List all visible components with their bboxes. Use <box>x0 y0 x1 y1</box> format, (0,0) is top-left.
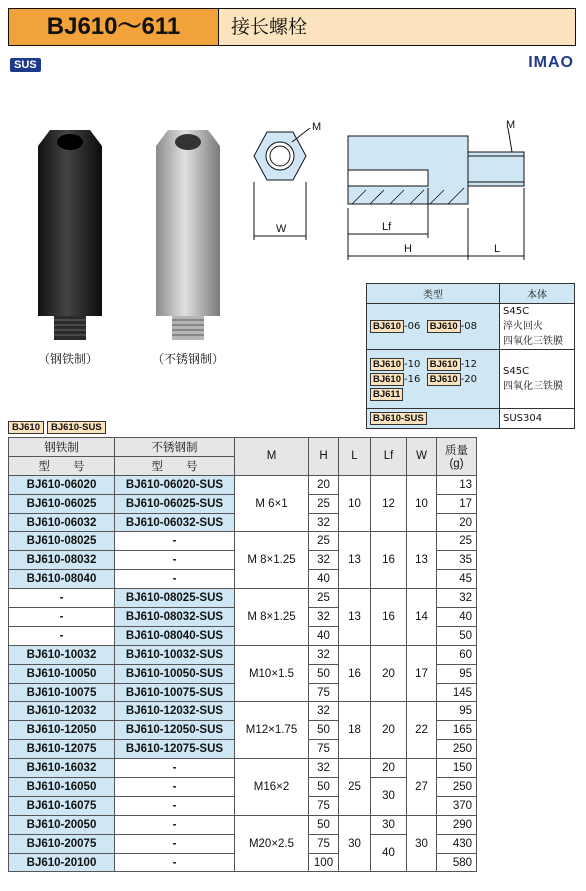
table-row <box>9 532 477 551</box>
mass-value: 32 <box>437 589 477 608</box>
steel-part-number: BJ610-06020 <box>9 475 115 494</box>
stainless-part-number: BJ610-06020-SUS <box>115 475 235 494</box>
mass-value: 95 <box>437 664 477 683</box>
steel-part-number: BJ610-20075 <box>9 834 115 853</box>
Lf-value: 30 <box>371 778 407 816</box>
L-value: 13 <box>339 532 371 589</box>
H-value: 25 <box>309 494 339 513</box>
mass-value: 95 <box>437 702 477 721</box>
steel-header: 钢铁制 <box>9 438 115 457</box>
sus-badge: SUS <box>10 58 41 72</box>
H-value: 32 <box>309 645 339 664</box>
H-value: 25 <box>309 589 339 608</box>
mass-value: 13 <box>437 475 477 494</box>
W-value: 14 <box>407 589 437 646</box>
H-value: 50 <box>309 815 339 834</box>
steel-part-number: BJ610-16050 <box>9 778 115 797</box>
type-chip: BJ610 <box>370 358 404 371</box>
type-chip: BJ611 <box>370 388 403 401</box>
dim-M-top: M <box>312 121 322 133</box>
H-value: 32 <box>309 551 339 570</box>
H-value: 75 <box>309 683 339 702</box>
tab-bj610-sus: BJ610-SUS <box>47 421 106 434</box>
H-value: 40 <box>309 570 339 589</box>
stainless-bolt-image <box>148 128 228 343</box>
thread-size: M16×2 <box>235 759 309 816</box>
L-header: L <box>339 438 371 476</box>
body-header: 本体 <box>500 284 575 304</box>
steel-part-number: BJ610-12050 <box>9 721 115 740</box>
steel-part-number: - <box>9 626 115 645</box>
H-value: 75 <box>309 740 339 759</box>
L-value: 30 <box>339 815 371 872</box>
mass-value: 165 <box>437 721 477 740</box>
stainless-part-number: BJ610-10032-SUS <box>115 645 235 664</box>
type-suffix: -20 <box>460 373 478 385</box>
H-header: H <box>309 438 339 476</box>
type-chip: BJ610 <box>427 320 461 333</box>
table-row <box>9 702 477 721</box>
H-value: 50 <box>309 721 339 740</box>
type-chip: BJ610 <box>427 373 461 386</box>
steel-part-number: BJ610-12075 <box>9 740 115 759</box>
mass-value: 17 <box>437 494 477 513</box>
stainless-part-number: - <box>115 759 235 778</box>
stainless-part-number: BJ610-12075-SUS <box>115 740 235 759</box>
stainless-caption: （不锈钢制） <box>152 352 225 366</box>
mass-value: 430 <box>437 834 477 853</box>
H-value: 25 <box>309 532 339 551</box>
steel-caption: （钢铁制） <box>38 352 99 366</box>
mass-value: 45 <box>437 570 477 589</box>
thread-size: M 8×1.25 <box>235 589 309 646</box>
material: SUS304 <box>500 409 575 429</box>
W-value: 27 <box>407 759 437 816</box>
dimension-drawing <box>240 118 540 268</box>
thread-size: M12×1.75 <box>235 702 309 759</box>
stainless-part-number: BJ610-08040-SUS <box>115 626 235 645</box>
treatment: 淬火回火 <box>503 321 543 332</box>
steel-part-number: BJ610-08025 <box>9 532 115 551</box>
product-name: 接长螺栓 <box>219 9 575 45</box>
stainless-part-number: BJ610-08032-SUS <box>115 608 235 627</box>
mass-unit: (g) <box>449 458 464 471</box>
steel-part-number: BJ610-08040 <box>9 570 115 589</box>
M-header: M <box>235 438 309 476</box>
product-code: BJ610～611 <box>9 9 219 45</box>
steel-part-number: BJ610-20100 <box>9 853 115 872</box>
material: S45C <box>503 366 530 377</box>
steel-part-number: BJ610-08032 <box>9 551 115 570</box>
mass-value: 40 <box>437 608 477 627</box>
L-value: 10 <box>339 475 371 532</box>
type-chip: BJ610 <box>427 358 461 371</box>
thread-size: M 8×1.25 <box>235 532 309 589</box>
stainless-part-number: - <box>115 815 235 834</box>
steel-part-number: BJ610-16032 <box>9 759 115 778</box>
type-suffix: -16 <box>404 373 421 385</box>
W-value: 10 <box>407 475 437 532</box>
steel-part-number: - <box>9 608 115 627</box>
stainless-part-number: BJ610-06032-SUS <box>115 513 235 532</box>
steel-bolt-image <box>30 128 110 343</box>
H-value: 100 <box>309 853 339 872</box>
mass-value: 145 <box>437 683 477 702</box>
mass-value: 250 <box>437 740 477 759</box>
Lf-value: 20 <box>371 645 407 702</box>
H-value: 32 <box>309 759 339 778</box>
steel-part-number: BJ610-20050 <box>9 815 115 834</box>
mass-value: 370 <box>437 796 477 815</box>
mass-value: 25 <box>437 532 477 551</box>
steel-part-number: BJ610-06032 <box>9 513 115 532</box>
mass-value: 250 <box>437 778 477 797</box>
dim-H: H <box>404 243 412 255</box>
H-value: 75 <box>309 796 339 815</box>
L-value: 16 <box>339 645 371 702</box>
dim-M-side: M <box>506 119 516 131</box>
dim-W: W <box>276 223 287 235</box>
L-value: 18 <box>339 702 371 759</box>
type-chip: BJ610 <box>370 320 404 333</box>
title-bar <box>8 8 576 46</box>
stainless-part-number: BJ610-12050-SUS <box>115 721 235 740</box>
table-row <box>9 589 477 608</box>
tab-bj610: BJ610 <box>8 421 44 434</box>
steel-part-number: BJ610-16075 <box>9 796 115 815</box>
material: S45C <box>503 306 530 317</box>
type-table <box>366 283 575 429</box>
mass-label: 质量 <box>445 445 468 458</box>
stainless-part-number: - <box>115 853 235 872</box>
steel-part-number: BJ610-12032 <box>9 702 115 721</box>
mass-value: 35 <box>437 551 477 570</box>
Lf-value: 20 <box>371 702 407 759</box>
series-tabs <box>8 421 106 434</box>
Lf-value: 20 <box>371 759 407 778</box>
steel-model-header: 型 号 <box>9 456 115 475</box>
stainless-part-number: - <box>115 834 235 853</box>
H-value: 50 <box>309 664 339 683</box>
finish: 四氧化三铁膜 <box>503 336 563 347</box>
table-row <box>9 645 477 664</box>
table-row <box>9 759 477 778</box>
spec-table <box>8 437 477 872</box>
H-value: 20 <box>309 475 339 494</box>
table-row <box>9 815 477 834</box>
mass-value: 290 <box>437 815 477 834</box>
stainless-part-number: - <box>115 778 235 797</box>
type-suffix: -12 <box>460 358 478 370</box>
steel-part-number: BJ610-10032 <box>9 645 115 664</box>
H-value: 75 <box>309 834 339 853</box>
dim-L: L <box>494 243 501 255</box>
type-chip: BJ610 <box>370 373 404 386</box>
Lf-value: 30 <box>371 815 407 834</box>
dim-Lf: Lf <box>382 221 392 233</box>
H-value: 32 <box>309 702 339 721</box>
table-row <box>9 475 477 494</box>
stainless-part-number: - <box>115 551 235 570</box>
stainless-part-number: - <box>115 570 235 589</box>
thread-size: M10×1.5 <box>235 645 309 702</box>
thread-size: M 6×1 <box>235 475 309 532</box>
mass-value: 150 <box>437 759 477 778</box>
Lf-value: 16 <box>371 589 407 646</box>
W-value: 22 <box>407 702 437 759</box>
L-value: 25 <box>339 759 371 816</box>
H-value: 40 <box>309 626 339 645</box>
stainless-part-number: - <box>115 532 235 551</box>
Lf-header: Lf <box>371 438 407 476</box>
mass-value: 60 <box>437 645 477 664</box>
stainless-header: 不锈钢制 <box>115 438 235 457</box>
stainless-part-number: BJ610-10075-SUS <box>115 683 235 702</box>
steel-part-number: BJ610-10075 <box>9 683 115 702</box>
H-value: 32 <box>309 513 339 532</box>
steel-part-number: BJ610-06025 <box>9 494 115 513</box>
stainless-part-number: BJ610-08025-SUS <box>115 589 235 608</box>
type-suffix: -06 <box>404 321 421 332</box>
steel-part-number: - <box>9 589 115 608</box>
type-chip: BJ610-SUS <box>370 412 427 425</box>
Lf-value: 40 <box>371 834 407 872</box>
mass-header <box>437 438 477 476</box>
type-suffix: -10 <box>404 358 421 370</box>
finish: 四氧化三铁膜 <box>503 381 563 392</box>
L-value: 13 <box>339 589 371 646</box>
thread-size: M20×2.5 <box>235 815 309 872</box>
stainless-part-number: - <box>115 796 235 815</box>
W-header: W <box>407 438 437 476</box>
imao-logo: IMAO <box>528 54 574 71</box>
W-value: 17 <box>407 645 437 702</box>
steel-part-number: BJ610-10050 <box>9 664 115 683</box>
stainless-part-number: BJ610-10050-SUS <box>115 664 235 683</box>
type-header: 类型 <box>367 284 500 304</box>
mass-value: 580 <box>437 853 477 872</box>
stainless-part-number: BJ610-12032-SUS <box>115 702 235 721</box>
H-value: 50 <box>309 778 339 797</box>
W-value: 30 <box>407 815 437 872</box>
stainless-model-header: 型 号 <box>115 456 235 475</box>
mass-value: 50 <box>437 626 477 645</box>
stainless-part-number: BJ610-06025-SUS <box>115 494 235 513</box>
Lf-value: 12 <box>371 475 407 532</box>
Lf-value: 16 <box>371 532 407 589</box>
W-value: 13 <box>407 532 437 589</box>
mass-value: 20 <box>437 513 477 532</box>
H-value: 32 <box>309 608 339 627</box>
type-suffix: -08 <box>460 321 478 332</box>
